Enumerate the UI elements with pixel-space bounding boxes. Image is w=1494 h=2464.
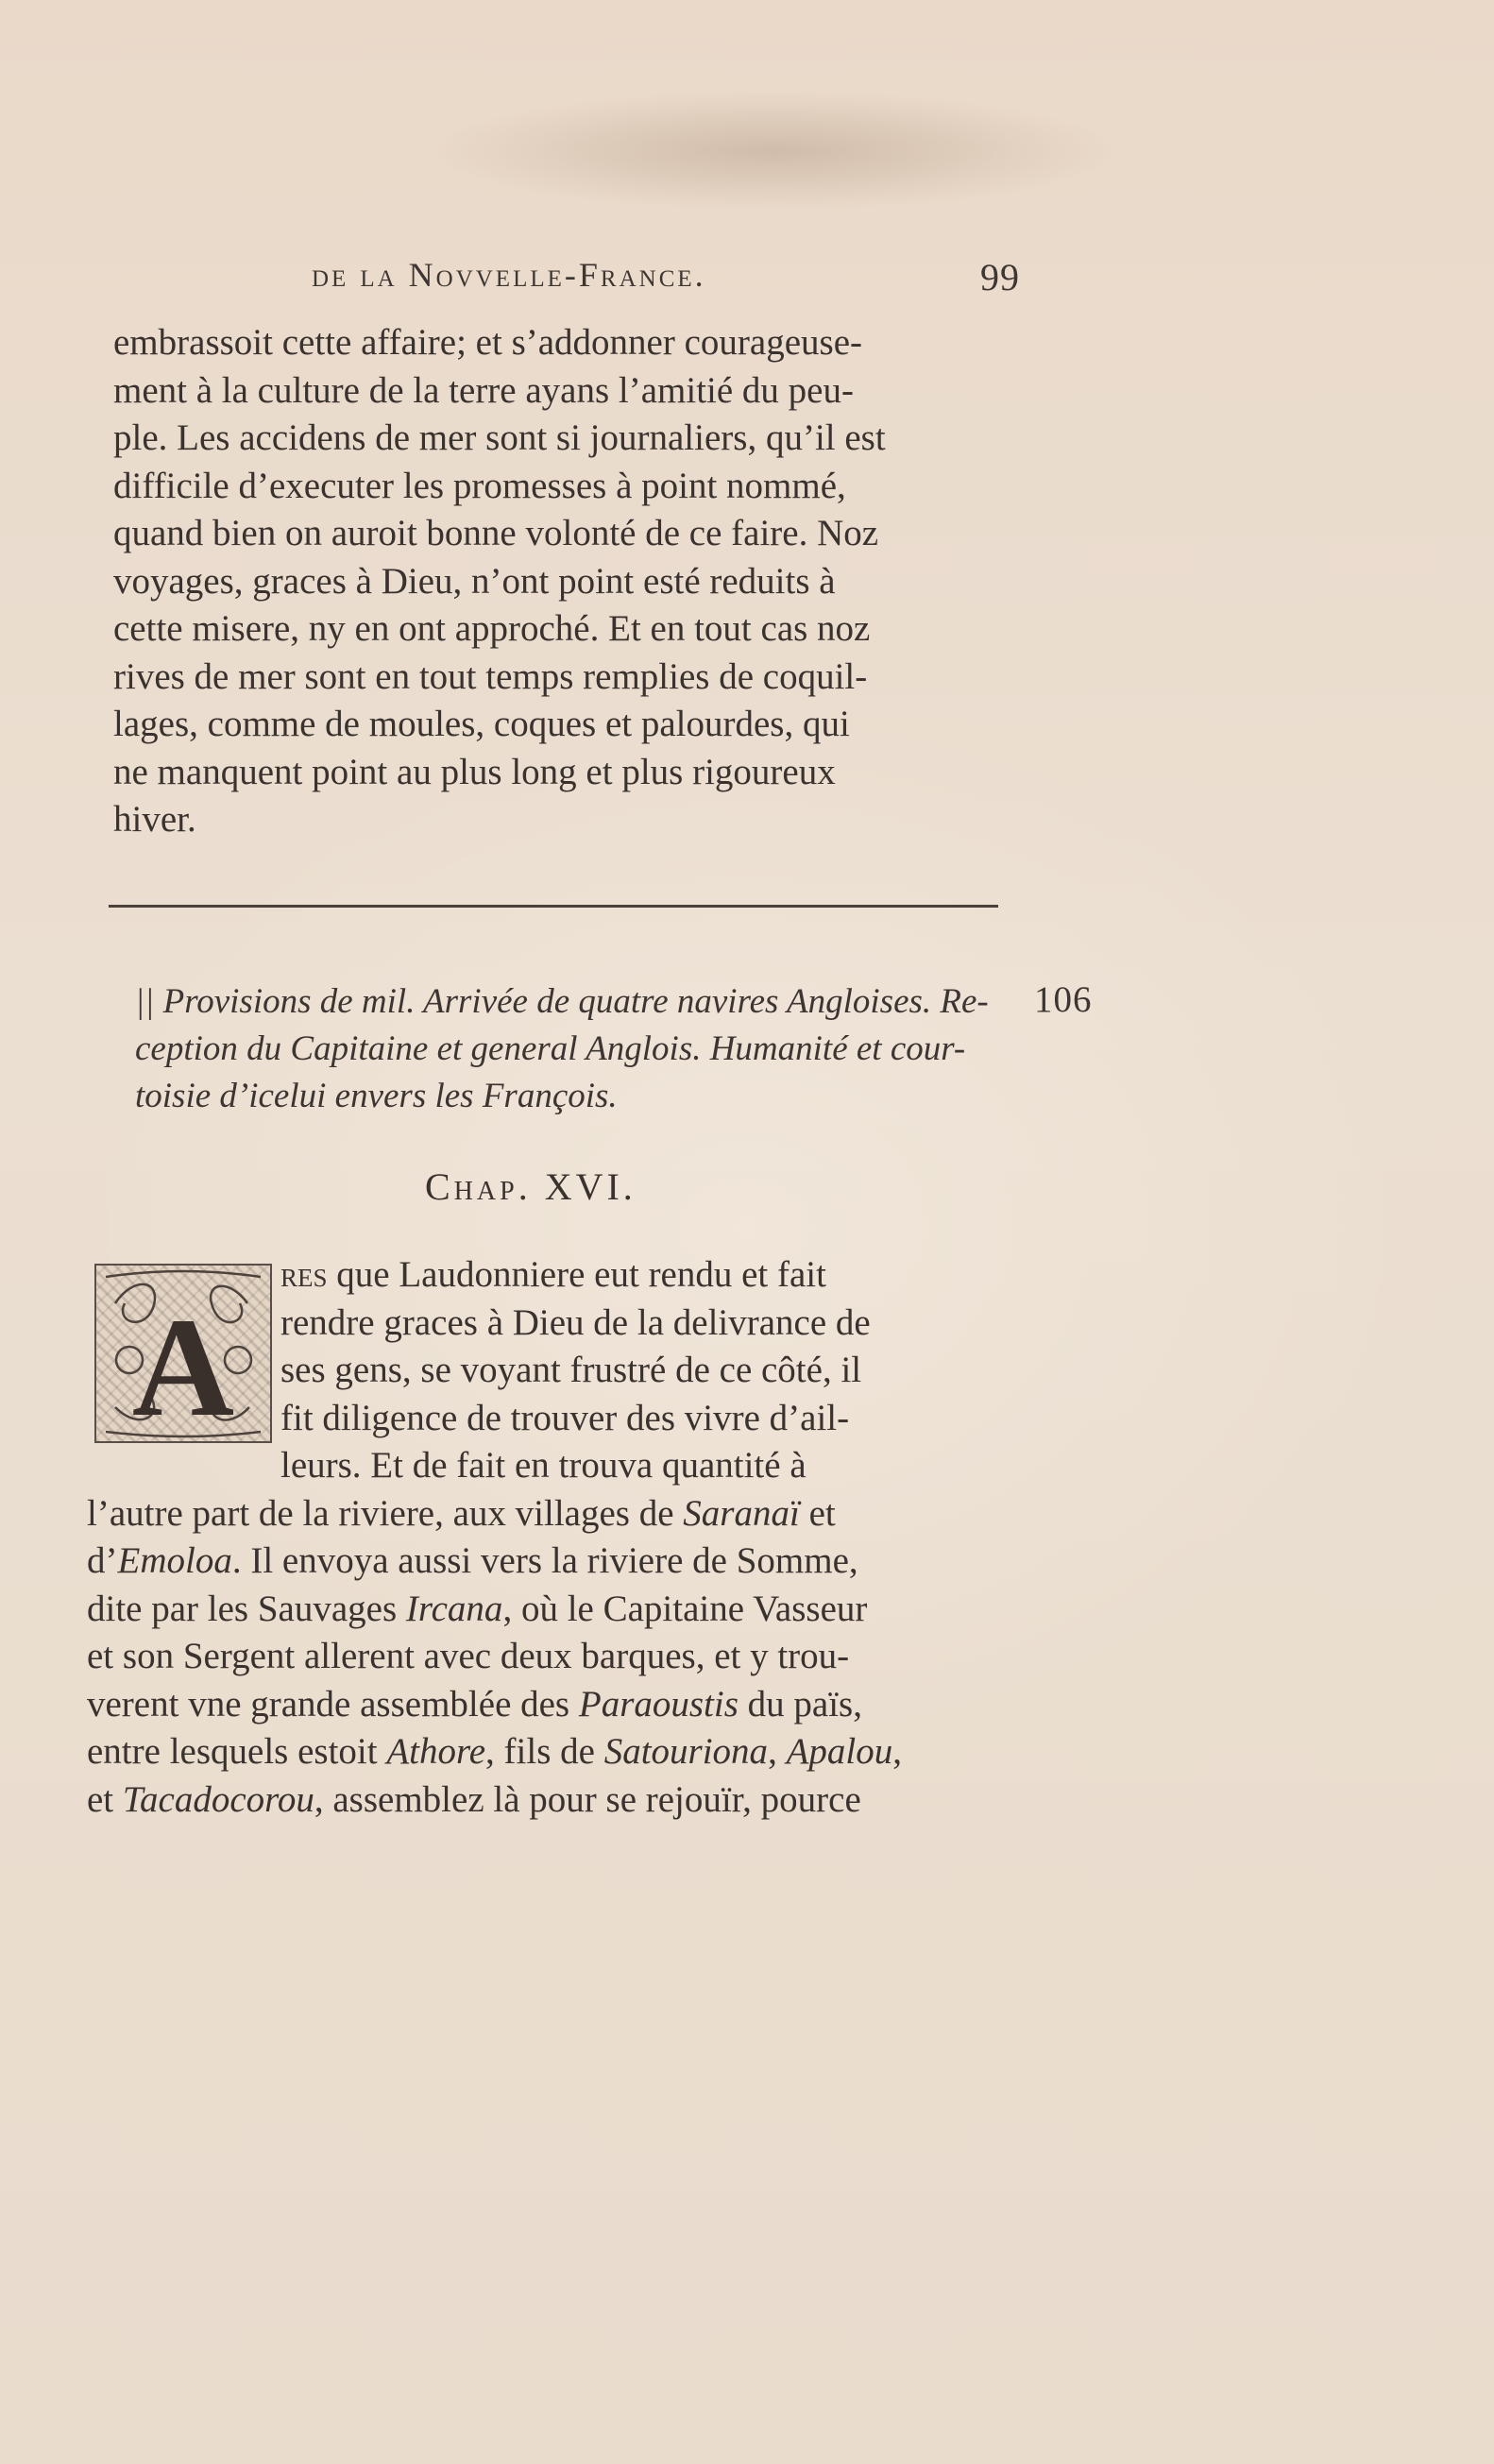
drop-cap-letter: A	[131, 1289, 235, 1441]
text-line: ne manquent point au plus long et plus rigoureux	[113, 751, 836, 792]
text-line: verent vne grande assemblée des Paraoustis du païs,	[87, 1683, 862, 1725]
summary-line: toisie d’icelui envers les François.	[135, 1077, 618, 1115]
text-line: entre lesquels estoit Athore, fils de Satouriona, Apalou,	[87, 1731, 902, 1772]
text-line: ses gens, se voyant frustré de ce côté, il	[280, 1350, 862, 1390]
summary-line: || Provisions de mil. Arrivée de quatre navires Angloises. Re-	[135, 982, 989, 1021]
place-name: Emoloa	[117, 1540, 232, 1581]
text-line: difficile d’executer les promesses à point nommé,	[113, 465, 846, 506]
chapter-body	[87, 1251, 1003, 1824]
page-number: 99	[980, 256, 1020, 298]
chapter-heading	[425, 1164, 803, 1209]
chapter-number: XVI.	[544, 1165, 637, 1208]
text-line: l’autre part de la riviere, aux villages de Saranaï et	[87, 1492, 836, 1534]
place-name: Saranaï	[683, 1492, 800, 1534]
text-line: et Tacadocorou, assemblez là pour se rejouïr, pource	[87, 1778, 861, 1820]
text-line: ment à la culture de la terre ayans l’amitié du peu-	[113, 369, 854, 411]
place-name: Ircana	[405, 1588, 503, 1629]
text-line: fit diligence de trouver des vivre d’ail-	[280, 1397, 850, 1438]
summary-line: ception du Capitaine et general Anglois. Humanité et cour-	[135, 1029, 966, 1068]
running-head	[312, 255, 1020, 298]
chapter-label: Chap.	[425, 1165, 532, 1208]
text-line: voyages, graces à Dieu, n’ont point esté reduits à	[113, 560, 836, 602]
person-name: Apalou	[786, 1731, 893, 1772]
text-line: rives de mer sont en tout temps remplies de coquil-	[113, 655, 868, 697]
title-name: Paraoustis	[578, 1683, 739, 1725]
chapter-summary	[135, 978, 994, 1120]
text-line: ple. Les accidens de mer sont si journaliers, qu’il est	[113, 417, 886, 458]
text-line: hiver.	[113, 799, 196, 840]
margin-page-reference: 106	[1034, 979, 1093, 1020]
person-name: Satouriona	[603, 1731, 769, 1772]
text-line: res que Laudonniere eut rendu et fait	[280, 1254, 826, 1295]
text-line: cette misere, ny en ont approché. Et en tout cas noz	[113, 608, 871, 649]
text-line: leurs. Et de fait en trouva quantité à	[280, 1445, 806, 1486]
text-line: et son Sergent allerent avec deux barques, et y trou-	[87, 1636, 850, 1676]
text-line: lages, comme de moules, coques et palourdes, qui	[113, 704, 850, 744]
text-line: rendre graces à Dieu de la delivrance de	[280, 1301, 871, 1343]
running-head-title: de la Novvelle-France.	[312, 256, 706, 294]
text-line: dite par les Sauvages Ircana, où le Capitaine Vasseur	[87, 1588, 868, 1629]
paragraph-top	[113, 319, 1010, 844]
text-line: embrassoit cette affaire; et s’addonner courageuse-	[113, 322, 862, 363]
section-divider-rule	[109, 905, 998, 908]
text-line: d’Emoloa. Il envoya aussi vers la riviere de Somme,	[87, 1540, 858, 1581]
text-line: quand bien on auroit bonne volonté de ce faire. Noz	[113, 513, 879, 553]
person-name: Tacadocorou	[122, 1778, 314, 1820]
person-name: Athore	[386, 1731, 486, 1772]
